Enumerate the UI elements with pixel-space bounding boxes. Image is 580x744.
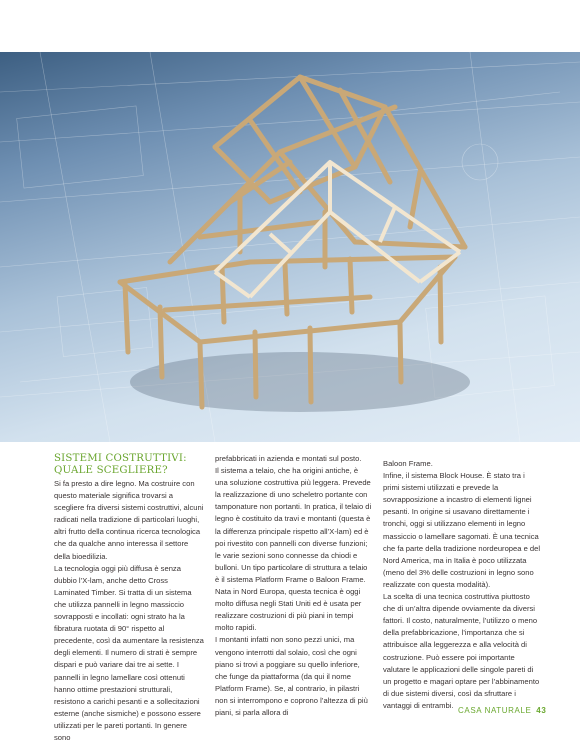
paragraph: prefabbricati in azienda e montati sul posto. <box>215 454 362 463</box>
text-column-3 <box>383 458 543 712</box>
text-column-2 <box>215 453 372 719</box>
heading-line-1: SISTEMI COSTRUTTIVI: <box>54 453 187 464</box>
paragraph: Baloon Frame. <box>383 459 433 468</box>
paragraph: Infine, il sistema Block House. È stato tra i primi sistemi utilizzati e prevede la sovrapposizione a incastro di elementi lignei pesanti. In origine si usavano direttamente i tronchi, oggi si utilizzano elementi in legno massiccio o lamellare sagomati. È una tecnica che fa parte della tradizione nordeuropea e del Nord America, ma in Italia è poco utilizzata (meno del 3% delle costruzioni in legno sono realizzate con questa modalità). <box>383 471 541 589</box>
paragraph: La scelta di una tecnica costruttiva piuttosto che di un’altra dipende ovviamente da diversi fattori. Il costo, naturalmente, l’utilizzo o meno della prefabbricazione, l’importanza che si attribuisce alla leggerezza e alla velocità di costruzione. Può essere poi importante valutare le applicazioni delle singole pareti di un progetto e magari optare per l’abbinamento di due sistemi diversi, così da sfruttare i vantaggi di entrambi. <box>383 592 540 710</box>
magazine-name: CASA NATURALE <box>458 706 532 715</box>
article-photo-house-frame <box>0 52 580 442</box>
page-number: 43 <box>536 706 547 715</box>
section-heading <box>54 453 204 476</box>
paragraph: La tecnologia oggi più diffusa è senza dubbio l’X-lam, anche detto Cross Laminated Timber. Si tratta di un sistema che utilizza pannelli in legno massiccio sovrapposti e incollati: ogni strato ha la fibratura ruotata di 90° rispetto al precedente, così da aumentare la resistenza degli elementi. Il numero di strati è sempre dispari e può variare dai tre ai sette. I pannelli in legno lamellare così ottenuti hanno ottime prestazioni strutturali, resistono a carichi pesanti e a sollecitazioni esterne (anche sismiche) e possono essere utilizzati per le pareti portanti. In genere sono <box>54 563 204 742</box>
paragraph: Il sistema a telaio, che ha origini antiche, è una soluzione costruttiva più leggera. Prevede la realizzazione di uno scheletro portante con tamponature non portanti. In pratica, il telaio di legno è costituito da travi e montanti (questa è la differenza principale rispetto all’X-lam) ed è poi rivestito con pannelli con diverse funzioni; le varie sezioni sono connesse da chiodi e bulloni. Un tipo particolare di struttura a telaio è il sistema Platform Frame o Baloon Frame. Nata in Nord Europa, questa tecnica è oggi molto diffusa negli Stati Uniti ed è usata per realizzare costruzioni di più piani in tempi molto rapidi. <box>215 466 372 633</box>
heading-line-2: QUALE SCEGLIERE? <box>54 464 168 476</box>
paragraph: Si fa presto a dire legno. Ma costruire con questo materiale significa trovarsi a scegliere fra diversi sistemi costruttivi, alcuni radicati nella tradizione di particolari luoghi, altri frutto della continua ricerca tecnologica che da qualche anno interessa il settore della bioedilizia. <box>54 479 204 561</box>
timber-frame-illustration <box>0 52 580 442</box>
paragraph: I montanti infatti non sono pezzi unici, ma vengono interrotti dal solaio, così che ogni piano si trovi a poggiare su quello inferiore, che funge da piattaforma (da qui il nome Platform Frame). Se, al contrario, in pilastri non si interrompono e coprono l’altezza di più piani, si parla allora di <box>215 635 368 717</box>
page-footer <box>458 706 546 715</box>
text-column-1 <box>54 453 204 744</box>
